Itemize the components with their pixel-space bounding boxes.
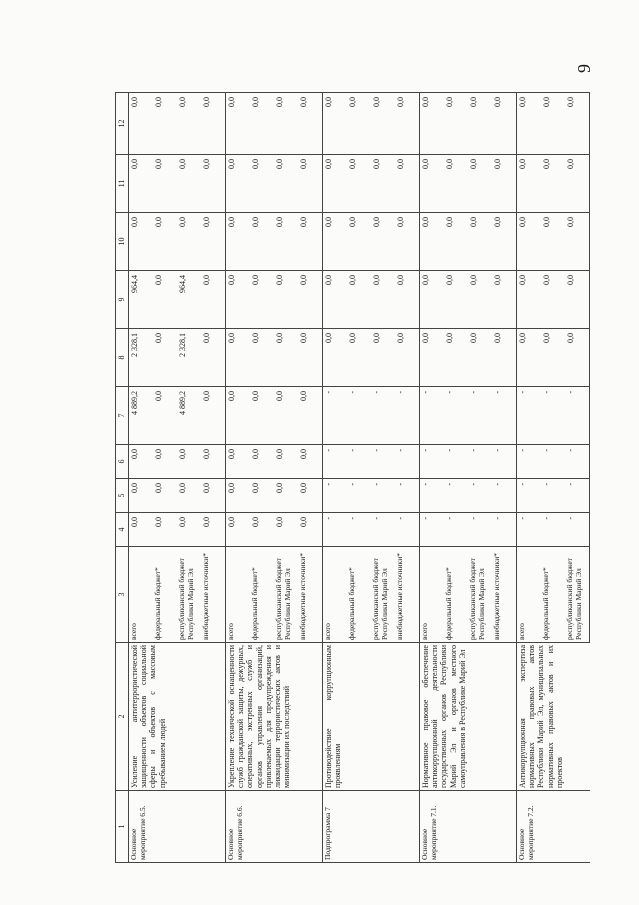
value-cell-col-7: -	[444, 387, 468, 445]
value-cell-col-10: 0,0	[226, 213, 251, 271]
value-cell-col-5: -	[541, 479, 565, 513]
value-cell-col-10: 0,0	[347, 213, 371, 271]
column-header-3: 3	[116, 547, 129, 643]
column-header-2: 2	[116, 643, 129, 791]
value-cell-col-12: 0,0	[226, 93, 251, 155]
table-container	[115, 93, 583, 863]
value-cell-col-12: 0,0	[129, 93, 154, 155]
table-row	[129, 93, 154, 863]
program-name: Антикоррупционная экспертиза нормативных правовых актов Республики Марий Эл, муниципальных нормативных правовых актов и их проектов	[517, 643, 590, 791]
value-cell-col-7: -	[541, 387, 565, 445]
value-cell-col-9: 0,0	[517, 271, 542, 329]
value-cell-col-9: 0,0	[153, 271, 177, 329]
value-cell-col-8: 0,0	[298, 329, 323, 387]
value-cell-col-6: 0,0	[226, 445, 251, 479]
value-cell-col-9: 0,0	[395, 271, 420, 329]
table-row	[226, 93, 251, 863]
value-cell-col-4: 0,0	[298, 513, 323, 547]
column-header-6: 6	[116, 445, 129, 479]
value-cell-col-5: -	[420, 479, 445, 513]
value-cell-col-11: 0,0	[226, 155, 251, 213]
value-cell-col-4: 0,0	[226, 513, 251, 547]
value-cell-col-4: -	[371, 513, 395, 547]
value-cell-col-5: 0,0	[250, 479, 274, 513]
value-cell-col-4: 0,0	[201, 513, 226, 547]
value-cell-col-7: -	[420, 387, 445, 445]
value-cell-col-11: 0,0	[274, 155, 298, 213]
value-cell-col-10: 0,0	[177, 213, 201, 271]
value-cell-col-8: 0,0	[395, 329, 420, 387]
value-cell-col-10: 0,0	[517, 213, 542, 271]
program-code: Основное мероприятие 7.1.	[420, 791, 517, 863]
value-cell-col-12: 0,0	[177, 93, 201, 155]
value-cell-col-4: 0,0	[129, 513, 154, 547]
value-cell-col-5: -	[517, 479, 542, 513]
program-code: Основное мероприятие 7.2.	[517, 791, 590, 863]
value-cell-col-8: 0,0	[420, 329, 445, 387]
value-cell-col-10: 0,0	[541, 213, 565, 271]
value-cell-col-6: -	[468, 445, 492, 479]
value-cell-col-10: 0,0	[371, 213, 395, 271]
funding-source: всего	[420, 547, 445, 643]
value-cell-col-6: 0,0	[298, 445, 323, 479]
table-row	[420, 93, 445, 863]
value-cell-col-6: -	[444, 445, 468, 479]
value-cell-col-7: -	[517, 387, 542, 445]
program-code: Подпрограмма 7	[323, 791, 420, 863]
value-cell-col-9: 0,0	[226, 271, 251, 329]
value-cell-col-4: -	[541, 513, 565, 547]
value-cell-col-4: 0,0	[177, 513, 201, 547]
value-cell-col-4: -	[420, 513, 445, 547]
value-cell-col-12: 0,0	[517, 93, 542, 155]
value-cell-col-8: 0,0	[517, 329, 542, 387]
column-header-11: 11	[116, 155, 129, 213]
value-cell-col-11: 0,0	[153, 155, 177, 213]
value-cell-col-8: 0,0	[444, 329, 468, 387]
value-cell-col-7: 0,0	[298, 387, 323, 445]
value-cell-col-10: 0,0	[250, 213, 274, 271]
value-cell-col-11: 0,0	[177, 155, 201, 213]
value-cell-col-5: -	[492, 479, 517, 513]
value-cell-col-11: 0,0	[395, 155, 420, 213]
value-cell-col-9: 0,0	[274, 271, 298, 329]
value-cell-col-6: 0,0	[250, 445, 274, 479]
funding-source: республиканский бюджет Республики Марий Эл	[274, 547, 298, 643]
value-cell-col-9: 0,0	[201, 271, 226, 329]
value-cell-col-10: 0,0	[129, 213, 154, 271]
value-cell-col-5: 0,0	[274, 479, 298, 513]
value-cell-col-5: -	[565, 479, 590, 513]
value-cell-col-11: 0,0	[129, 155, 154, 213]
value-cell-col-11: 0,0	[420, 155, 445, 213]
value-cell-col-6: -	[395, 445, 420, 479]
value-cell-col-12: 0,0	[468, 93, 492, 155]
value-cell-col-11: 0,0	[468, 155, 492, 213]
program-code: Основное мероприятие 6.6.	[226, 791, 323, 863]
value-cell-col-8: 0,0	[347, 329, 371, 387]
value-cell-col-12: 0,0	[565, 93, 590, 155]
value-cell-col-7: -	[468, 387, 492, 445]
header-row	[116, 93, 129, 863]
funding-source: всего	[517, 547, 542, 643]
value-cell-col-10: 0,0	[492, 213, 517, 271]
column-header-7: 7	[116, 387, 129, 445]
value-cell-col-6: -	[541, 445, 565, 479]
value-cell-col-12: 0,0	[492, 93, 517, 155]
value-cell-col-7: 4 889,2	[177, 387, 201, 445]
value-cell-col-10: 0,0	[468, 213, 492, 271]
page-number: 9	[574, 64, 594, 73]
value-cell-col-12: 0,0	[371, 93, 395, 155]
column-header-9: 9	[116, 271, 129, 329]
value-cell-col-5: -	[371, 479, 395, 513]
value-cell-col-4: -	[517, 513, 542, 547]
value-cell-col-12: 0,0	[274, 93, 298, 155]
value-cell-col-12: 0,0	[201, 93, 226, 155]
value-cell-col-9: 964,4	[129, 271, 154, 329]
value-cell-col-11: 0,0	[347, 155, 371, 213]
value-cell-col-5: -	[323, 479, 348, 513]
funding-source: всего	[323, 547, 348, 643]
value-cell-col-9: 0,0	[565, 271, 590, 329]
value-cell-col-7: 0,0	[250, 387, 274, 445]
value-cell-col-7: -	[371, 387, 395, 445]
value-cell-col-10: 0,0	[420, 213, 445, 271]
value-cell-col-7: -	[347, 387, 371, 445]
program-name: Противодействие коррупционным проявлениям	[323, 643, 420, 791]
value-cell-col-8: 0,0	[153, 329, 177, 387]
column-header-8: 8	[116, 329, 129, 387]
value-cell-col-5: 0,0	[226, 479, 251, 513]
value-cell-col-10: 0,0	[395, 213, 420, 271]
value-cell-col-12: 0,0	[444, 93, 468, 155]
column-header-5: 5	[116, 479, 129, 513]
value-cell-col-4: -	[492, 513, 517, 547]
funding-source: республиканский бюджет Республики Марий Эл	[565, 547, 590, 643]
value-cell-col-11: 0,0	[517, 155, 542, 213]
program-name: Укрепление технической оснащенности служб гражданской защиты, дежурных, оперативных, экстренных служб и органов управления организаций, привлекаемых для предупреждения и ликвидации террористических актов и минимизации их последствий	[226, 643, 323, 791]
value-cell-col-12: 0,0	[395, 93, 420, 155]
value-cell-col-8: 0,0	[371, 329, 395, 387]
value-cell-col-6: -	[323, 445, 348, 479]
value-cell-col-7: -	[492, 387, 517, 445]
table-row	[323, 93, 348, 863]
program-code: Основное мероприятие 6.5.	[129, 791, 226, 863]
value-cell-col-8: 0,0	[323, 329, 348, 387]
value-cell-col-12: 0,0	[298, 93, 323, 155]
value-cell-col-7: -	[323, 387, 348, 445]
program-name: Усиление антитеррористической защищенности объектов социальной сферы и объектов с массовым пребыванием людей	[129, 643, 226, 791]
financing-table	[115, 92, 590, 863]
value-cell-col-5: -	[395, 479, 420, 513]
value-cell-col-5: 0,0	[153, 479, 177, 513]
value-cell-col-8: 0,0	[226, 329, 251, 387]
value-cell-col-12: 0,0	[323, 93, 348, 155]
column-header-10: 10	[116, 213, 129, 271]
value-cell-col-9: 0,0	[298, 271, 323, 329]
value-cell-col-5: 0,0	[298, 479, 323, 513]
value-cell-col-8: 0,0	[468, 329, 492, 387]
value-cell-col-11: 0,0	[250, 155, 274, 213]
value-cell-col-8: 0,0	[250, 329, 274, 387]
value-cell-col-8: 0,0	[565, 329, 590, 387]
value-cell-col-4: -	[323, 513, 348, 547]
value-cell-col-6: 0,0	[129, 445, 154, 479]
value-cell-col-10: 0,0	[153, 213, 177, 271]
value-cell-col-9: 964,4	[177, 271, 201, 329]
table-body	[129, 93, 590, 863]
value-cell-col-12: 0,0	[541, 93, 565, 155]
value-cell-col-11: 0,0	[541, 155, 565, 213]
value-cell-col-4: -	[444, 513, 468, 547]
value-cell-col-10: 0,0	[323, 213, 348, 271]
value-cell-col-9: 0,0	[347, 271, 371, 329]
column-header-4: 4	[116, 513, 129, 547]
value-cell-col-4: 0,0	[250, 513, 274, 547]
value-cell-col-5: -	[468, 479, 492, 513]
value-cell-col-5: 0,0	[129, 479, 154, 513]
value-cell-col-9: 0,0	[420, 271, 445, 329]
value-cell-col-5: 0,0	[177, 479, 201, 513]
value-cell-col-6: 0,0	[201, 445, 226, 479]
funding-source: федеральный бюджет*	[444, 547, 468, 643]
value-cell-col-9: 0,0	[250, 271, 274, 329]
value-cell-col-8: 0,0	[201, 329, 226, 387]
value-cell-col-10: 0,0	[444, 213, 468, 271]
value-cell-col-11: 0,0	[371, 155, 395, 213]
funding-source: внебюджетные источники*	[201, 547, 226, 643]
value-cell-col-6: -	[420, 445, 445, 479]
value-cell-col-9: 0,0	[371, 271, 395, 329]
value-cell-col-12: 0,0	[250, 93, 274, 155]
value-cell-col-9: 0,0	[541, 271, 565, 329]
funding-source: федеральный бюджет*	[153, 547, 177, 643]
column-header-1: 1	[116, 791, 129, 863]
table-header	[116, 93, 129, 863]
value-cell-col-8: 2 328,1	[129, 329, 154, 387]
value-cell-col-5: -	[444, 479, 468, 513]
value-cell-col-7: 0,0	[201, 387, 226, 445]
value-cell-col-10: 0,0	[201, 213, 226, 271]
value-cell-col-5: -	[347, 479, 371, 513]
value-cell-col-9: 0,0	[492, 271, 517, 329]
program-name: Нормативное правовое обеспечение антикоррупционной деятельности государственных органов Республики Марий Эл и органов местного самоуправления в Республике Марий Эл	[420, 643, 517, 791]
value-cell-col-11: 0,0	[565, 155, 590, 213]
funding-source: внебюджетные источники*	[492, 547, 517, 643]
value-cell-col-7: -	[395, 387, 420, 445]
value-cell-col-7: 0,0	[153, 387, 177, 445]
value-cell-col-6: -	[492, 445, 517, 479]
funding-source: федеральный бюджет*	[250, 547, 274, 643]
value-cell-col-6: -	[517, 445, 542, 479]
value-cell-col-7: -	[565, 387, 590, 445]
value-cell-col-8: 0,0	[541, 329, 565, 387]
value-cell-col-9: 0,0	[468, 271, 492, 329]
value-cell-col-11: 0,0	[444, 155, 468, 213]
funding-source: федеральный бюджет*	[541, 547, 565, 643]
funding-source: республиканский бюджет Республики Марий Эл	[177, 547, 201, 643]
funding-source: республиканский бюджет Республики Марий Эл	[468, 547, 492, 643]
value-cell-col-4: -	[395, 513, 420, 547]
funding-source: всего	[129, 547, 154, 643]
value-cell-col-8: 0,0	[274, 329, 298, 387]
value-cell-col-12: 0,0	[420, 93, 445, 155]
value-cell-col-4: -	[468, 513, 492, 547]
value-cell-col-8: 0,0	[492, 329, 517, 387]
value-cell-col-4: 0,0	[274, 513, 298, 547]
value-cell-col-6: 0,0	[153, 445, 177, 479]
value-cell-col-8: 2 328,1	[177, 329, 201, 387]
value-cell-col-4: -	[565, 513, 590, 547]
value-cell-col-10: 0,0	[298, 213, 323, 271]
value-cell-col-7: 4 889,2	[129, 387, 154, 445]
value-cell-col-11: 0,0	[492, 155, 517, 213]
funding-source: внебюджетные источники*	[395, 547, 420, 643]
funding-source: федеральный бюджет*	[347, 547, 371, 643]
value-cell-col-6: -	[347, 445, 371, 479]
funding-source: республиканский бюджет Республики Марий Эл	[371, 547, 395, 643]
table-row	[517, 93, 542, 863]
funding-source: всего	[226, 547, 251, 643]
value-cell-col-11: 0,0	[298, 155, 323, 213]
value-cell-col-12: 0,0	[153, 93, 177, 155]
value-cell-col-10: 0,0	[565, 213, 590, 271]
value-cell-col-5: 0,0	[201, 479, 226, 513]
column-header-12: 12	[116, 93, 129, 155]
value-cell-col-10: 0,0	[274, 213, 298, 271]
value-cell-col-9: 0,0	[323, 271, 348, 329]
value-cell-col-6: -	[371, 445, 395, 479]
value-cell-col-6: 0,0	[177, 445, 201, 479]
value-cell-col-7: 0,0	[274, 387, 298, 445]
value-cell-col-4: 0,0	[153, 513, 177, 547]
value-cell-col-12: 0,0	[347, 93, 371, 155]
value-cell-col-11: 0,0	[323, 155, 348, 213]
value-cell-col-4: -	[347, 513, 371, 547]
value-cell-col-6: 0,0	[274, 445, 298, 479]
value-cell-col-6: -	[565, 445, 590, 479]
value-cell-col-11: 0,0	[201, 155, 226, 213]
funding-source: внебюджетные источники*	[298, 547, 323, 643]
value-cell-col-9: 0,0	[444, 271, 468, 329]
value-cell-col-7: 0,0	[226, 387, 251, 445]
